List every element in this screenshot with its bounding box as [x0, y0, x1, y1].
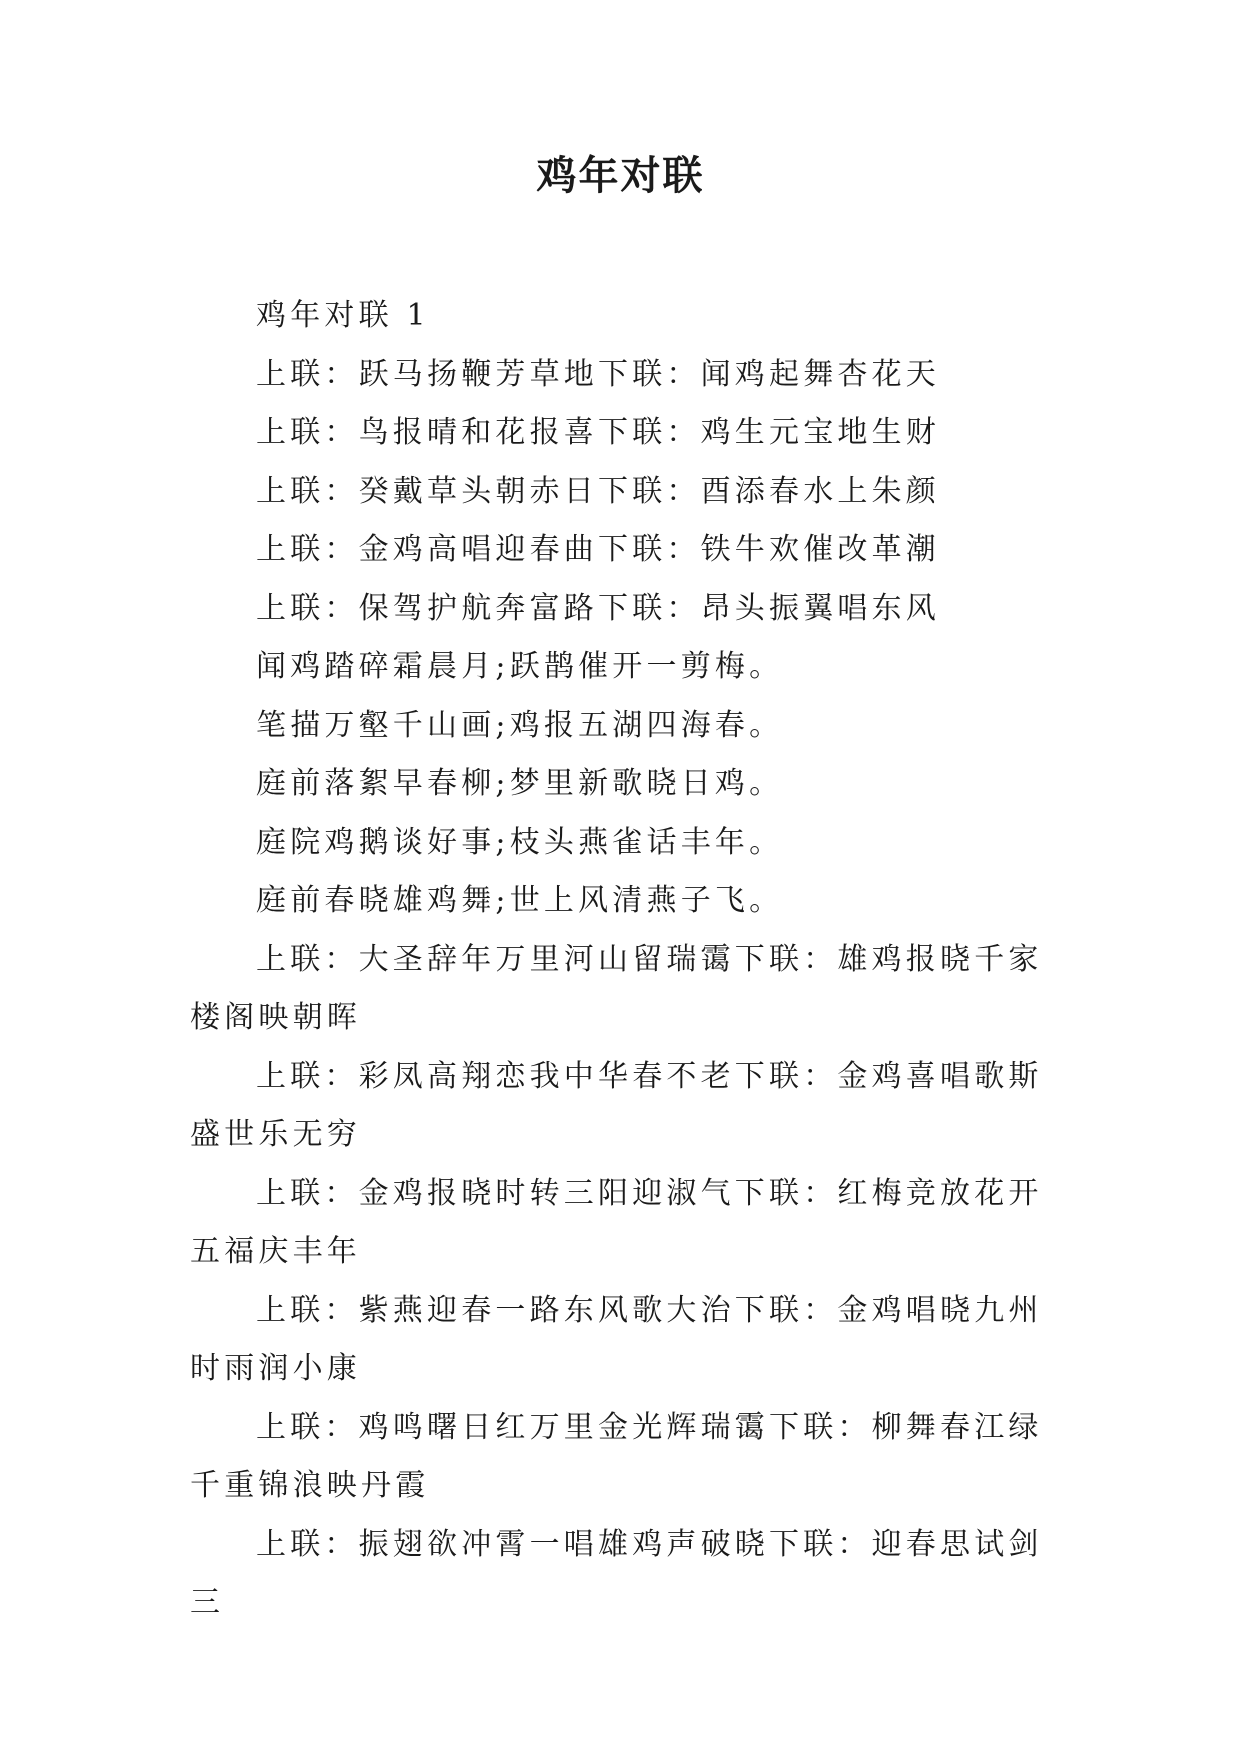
couplet-line: 上联：彩凤高翔恋我中华春不老下联：金鸡喜唱歌斯盛世乐无穷 [190, 1058, 1043, 1152]
paragraph-heading: 鸡年对联 1 [256, 298, 430, 333]
couplet-line: 上联：大圣辞年万里河山留瑞霭下联：雄鸡报晓千家楼阁映朝晖 [190, 941, 1043, 1035]
couplet-line: 庭前落絮早春柳;梦里新歌晓日鸡。 [256, 766, 784, 801]
couplet-line: 上联：紫燕迎春一路东风歌大治下联：金鸡唱晓九州时雨润小康 [190, 1292, 1043, 1386]
couplet-line: 闻鸡踏碎霜晨月;跃鹊催开一剪梅。 [256, 649, 784, 684]
couplet-line: 笔描万壑千山画;鸡报五湖四海春。 [256, 707, 784, 743]
couplet-line: 上联：鸡鸣曙日红万里金光辉瑞霭下联：柳舞春江绿千重锦浪映丹霞 [190, 1409, 1043, 1503]
couplet-line: 庭院鸡鹅谈好事;枝头燕雀话丰年。 [256, 824, 784, 860]
document-body [190, 287, 1050, 1633]
page-title: 鸡年对联 [536, 152, 705, 199]
couplet-line: 上联：跃马扬鞭芳草地下联：闻鸡起舞杏花天 [256, 356, 940, 392]
couplet-line: 上联：保驾护航奔富路下联：昂头振翼唱东风 [256, 590, 940, 626]
couplet-line: 上联：金鸡高唱迎春曲下联：铁牛欢催改革潮 [256, 532, 940, 567]
couplet-line: 庭前春晓雄鸡舞;世上风清燕子飞。 [256, 883, 784, 918]
couplet-line: 上联：金鸡报晓时转三阳迎淑气下联：红梅竞放花开五福庆丰年 [190, 1175, 1043, 1269]
couplet-line: 上联：鸟报晴和花报喜下联：鸡生元宝地生财 [256, 415, 940, 450]
couplet-line: 上联：振翅欲冲霄一唱雄鸡声破晓下联：迎春思试剑三 [190, 1526, 1043, 1620]
couplet-line: 上联：癸戴草头朝赤日下联：酉添春水上朱颜 [256, 473, 940, 509]
